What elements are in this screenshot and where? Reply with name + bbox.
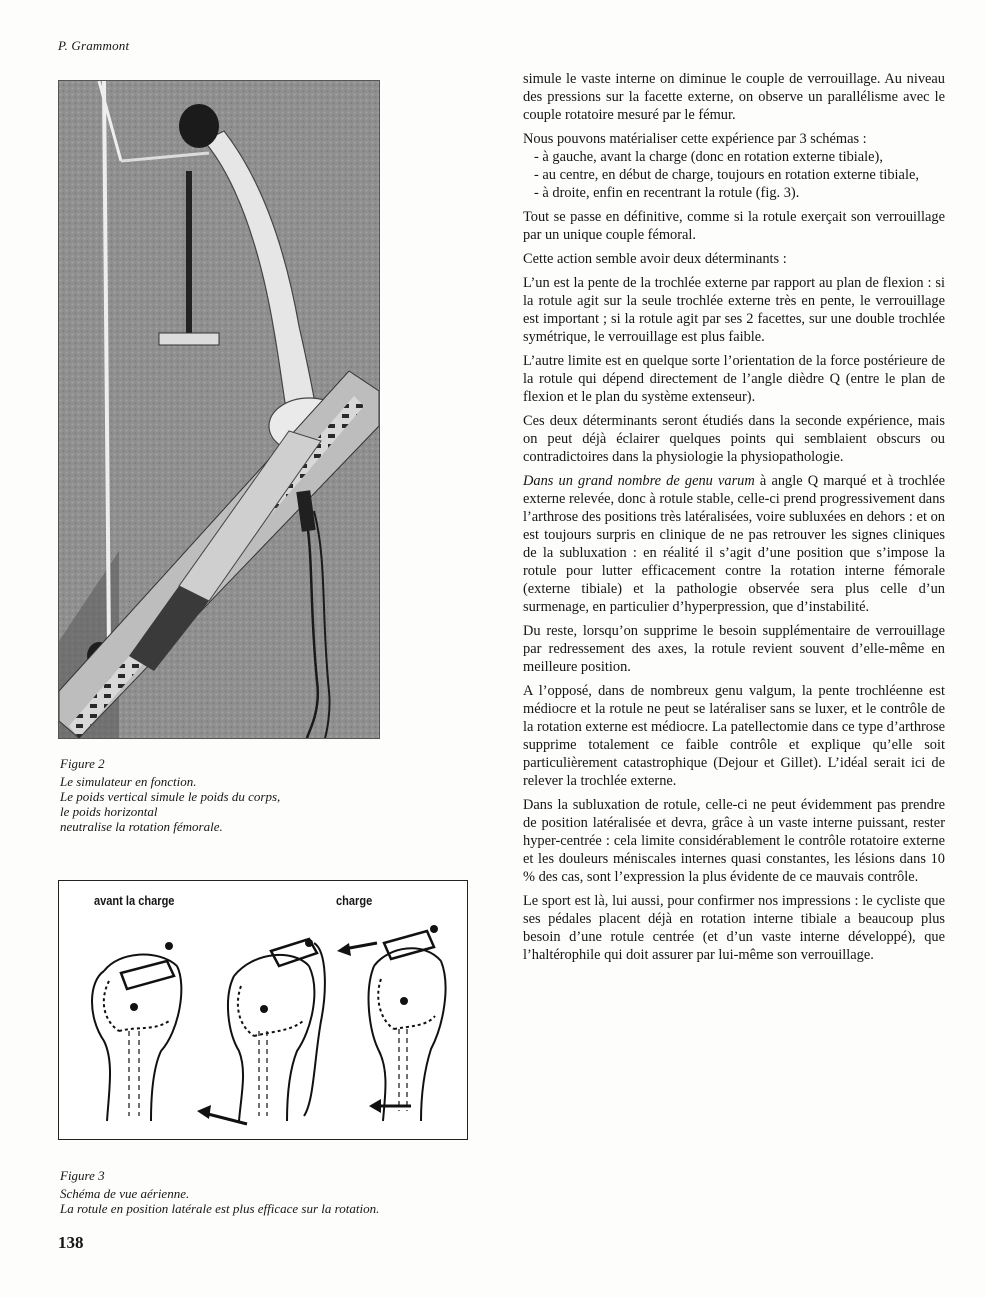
figure2-caption-line: le poids horizontal (60, 804, 158, 819)
figure3-caption (60, 1168, 379, 1216)
schema-right (337, 931, 446, 1121)
figure2-caption (60, 756, 280, 834)
list-item: - à gauche, avant la charge (donc en rotation externe tibiale), (523, 148, 945, 166)
running-head: P. Grammont (58, 38, 130, 53)
paragraph (523, 472, 945, 616)
paragraph: Nous pouvons matérialiser cette expérience par 3 schémas : (523, 131, 867, 147)
paragraph: Cette action semble avoir deux déterminants : (523, 251, 787, 267)
label-load: charge (336, 893, 373, 908)
label-before-load: avant la charge (94, 893, 175, 908)
figure3-schemas (59, 881, 467, 1139)
figure3-diagram (58, 880, 468, 1140)
list-item: - au centre, en début de charge, toujours en rotation externe tibiale, (523, 166, 945, 184)
figure3-caption-line: Schéma de vue aérienne. (60, 1186, 190, 1201)
figure3-title: Figure 3 (60, 1168, 105, 1183)
figure2-caption-line: Le poids vertical simule le poids du corps, (60, 789, 281, 804)
paragraph: Ces deux déterminants seront étudiés dans la seconde expérience, mais on peut déjà éclairer quelques points qui semblaient obscurs ou contradictoires dans la physiologie la physiopathologie. (523, 413, 945, 465)
schema-left (92, 955, 181, 1121)
list-item: - à droite, enfin en recentrant la rotule (fig. 3). (523, 184, 945, 202)
paragraph: Tout se passe en définitive, comme si la rotule exerçait son verrouillage par un unique couple fémoral. (523, 209, 945, 243)
paragraph: Du reste, lorsqu’on supprime le besoin supplémentaire de verrouillage par redressement des axes, la rotule revient souvent d’elle-même en meilleure position. (523, 623, 945, 675)
paragraph: simule le vaste interne on diminue le couple de verrouillage. Au niveau des pressions sur la facette externe, on observe un parallélisme avec le couple rotatoire mesuré par le fémur. (523, 71, 945, 123)
figure2-caption-line: Le simulateur en fonction. (60, 774, 197, 789)
simulator-photo-drawing (59, 81, 379, 738)
body-text-column (523, 70, 945, 970)
paragraph-rest: à angle Q marqué et à trochlée externe relevée, donc à rotule stable, celle-ci prend progressivement dans l’arthrose des positions très latéralisées, voire subluxées en dehors : et on est toujours surpris en clinique de ne pas retrouver les signes cliniques de la subluxation : en réalité il s’agit d’une position que s’impose la rotule pour lutter efficacement contre la rotation interne fémorale (externe tibiale) et la pathologie observée sera plus celle d’un surmenage, en particulier d’hyperpression, que d’instabilité. (523, 473, 945, 615)
paragraph: Dans la subluxation de rotule, celle-ci ne peut évidemment pas prendre de position latéralisée et devra, grâce à un vaste interne puissant, rester hyper-centrée : cela limite considérablement le contrôle rotatoire externe et les douleurs méniscales internes quasi constantes, les lésions dans 10 % des cas, sont l’expression la plus évidente de ce mauvais contrôle. (523, 797, 945, 885)
schema-center (197, 939, 325, 1124)
page-number: 138 (58, 1233, 84, 1252)
paragraph: L’autre limite est en quelque sorte l’orientation de la force postérieure de la rotule qui dépend directement de l’angle dièdre Q (entre le plan de flexion et le plan du système extenseur). (523, 353, 945, 405)
figure2-caption-line: neutralise la rotation fémorale. (60, 819, 223, 834)
simulator-photo (58, 80, 380, 739)
figure3-caption-line: La rotule en position latérale est plus efficace sur la rotation. (60, 1201, 380, 1216)
paragraph: A l’opposé, dans de nombreux genu valgum, la pente trochléenne est médiocre et la rotule ne peut se latéraliser sans se luxer, et le contrôle de la rotation externe est médiocre. La patellectomie dans ce type d’arthrose supprime totalement ce faible contrôle et explique qu’elle soit particulièrement catastrophique (Dejour et Gillet). L’idéal serait ici de relever la trochlée externe. (523, 683, 945, 789)
schema-list (523, 148, 945, 202)
paragraph: L’un est la pente de la trochlée externe par rapport au plan de flexion : si la rotule agit sur la seule trochlée externe très en pente, le verrouillage est important ; si la rotule agit par ses 2 facettes, sur une double trochlée symétrique, le verrouillage est plus faible. (523, 275, 945, 345)
figure2-title: Figure 2 (60, 756, 105, 771)
paragraph: Le sport est là, lui aussi, pour confirmer nos impressions : le cycliste que ses pédales placent déjà en rotation interne tibiale a beaucoup plus besoin d’une rotule centrée (et d’un vaste interne développé), que l’haltérophile qui doit assurer par lui-même son verrouillage. (523, 893, 945, 963)
italic-lead: Dans un grand nombre de genu varum (523, 473, 755, 489)
